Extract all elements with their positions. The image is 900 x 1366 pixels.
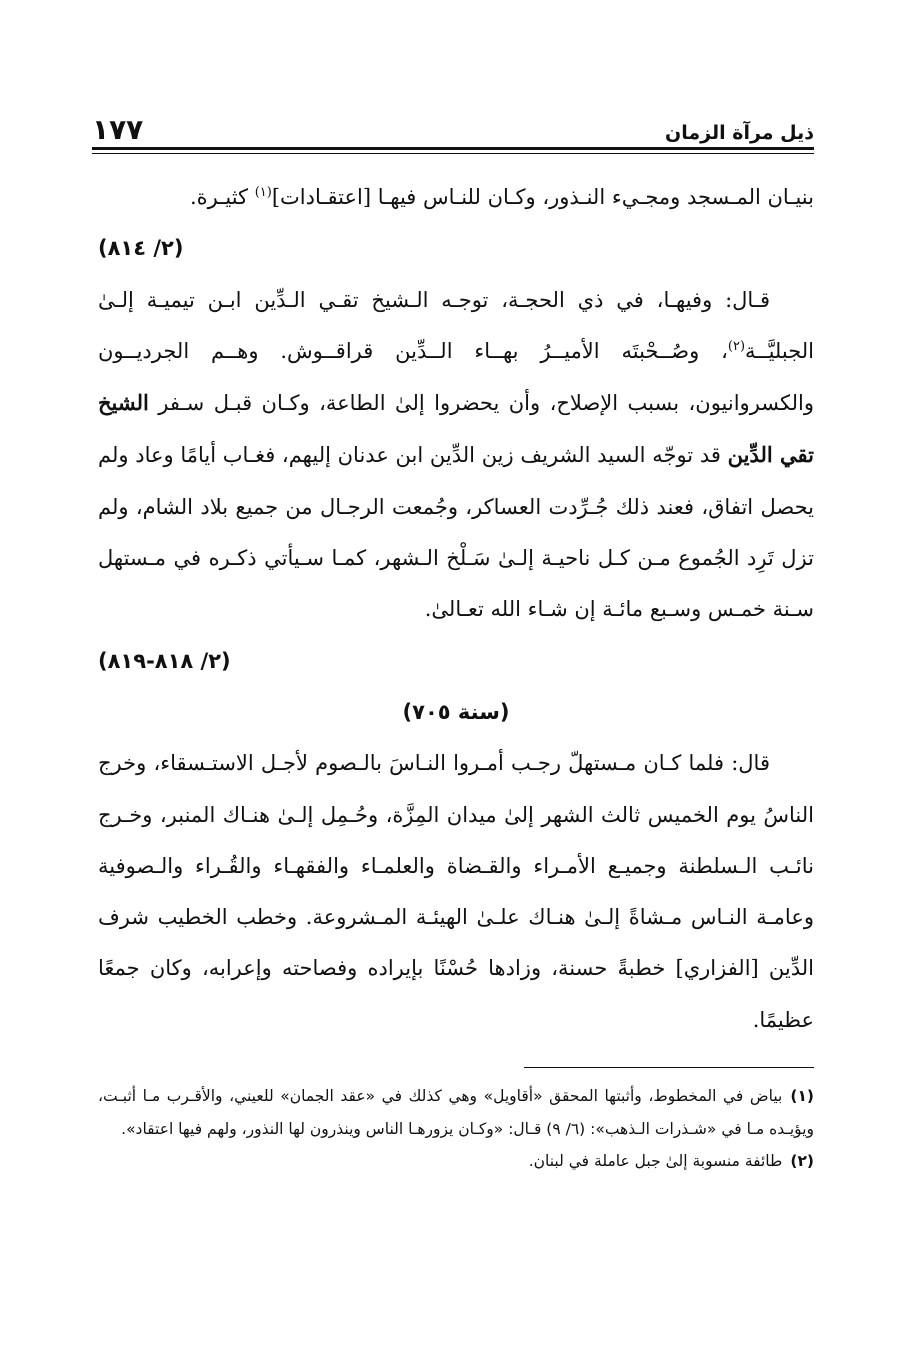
footnote-separator bbox=[524, 1067, 814, 1068]
paragraph-1-text-a: بنيـان المـسجد ومجـيء النـذور، وكـان للنـاس فيهـا [اعتقـادات] bbox=[271, 185, 814, 209]
footnote-2-number: (٢) bbox=[790, 1152, 814, 1170]
running-title: ذيل مرآة الزمان bbox=[665, 122, 814, 144]
paragraph-2-text-a: قـال: وفيهـا، في ذي الحجـة، توجـه الـشيخ تقـي الـدِّين ابـن تيميـة إلـىٰ الجبليَّــة bbox=[98, 287, 814, 363]
paragraph-2-text-c: قد توجّه السيد الشريف زين الدِّين ابن عدنان إليهم، فغـاب أيامًا وعاد ولم يحصل اتفاق، فعند ذلك جُـرِّدت العساكر، وجُمعت الرجـال من جميع بلاد الشام، ولم تزل تَرِد الجُموع مـن كـل ناحيـة إلـىٰ سَـلْخ الـشهر، كمـا سـيأتي ذكـره في مـستهل سـنة خمـس وسـبع مائـة إن شـاء الله تعـالىٰ. bbox=[98, 443, 814, 622]
footnotes bbox=[98, 1080, 814, 1178]
paragraph-2-text-b: ، وصُــحْبتَه الأميــرُ بهــاء الــدِّين قراقــوش. وهــم الجرديــون والكسروانيون، بسبب الإصلاح، وأن يحضروا إلىٰ الطاعة، وكـان قبـل سـفر bbox=[98, 338, 814, 416]
footnote-1-number: (١) bbox=[790, 1087, 814, 1105]
footnote-ref-2: (٢) bbox=[727, 338, 746, 354]
footnote-1 bbox=[98, 1080, 814, 1145]
footnote-2 bbox=[98, 1145, 814, 1178]
sheikh-name: الشيخ تقي الدِّين bbox=[98, 390, 814, 468]
paragraph-1 bbox=[98, 172, 814, 275]
header-rule-thick bbox=[92, 147, 814, 150]
header-rule-thin bbox=[92, 153, 814, 154]
page-header bbox=[92, 108, 814, 144]
page-number: ١٧٧ bbox=[92, 113, 144, 146]
footnote-1-text: بياض في المخطوط، وأثبتها المحقق «أقاويل» وهي كذلك في «عقد الجمان» للعيني، والأقـرب مـا أثبـت، ويؤيـده مـا في «شـذرات الـذهب»: (٦/ ٩) قـال: «وكـان يزورهـا الناس وينذرون لها النذور، ولهم فيها اعتقاد». bbox=[98, 1087, 814, 1138]
paragraph-1-text-b: كثيـرة. bbox=[189, 185, 255, 209]
citation-2: (٢/ ٨١٨-٨١٩) bbox=[98, 648, 231, 673]
footnote-ref-1: (١) bbox=[254, 185, 272, 200]
main-text bbox=[98, 172, 814, 1046]
citation-1: (٢/ ٨١٤) bbox=[98, 236, 184, 261]
paragraph-3 bbox=[98, 738, 814, 1046]
year-heading: (سنة ٧٠٥) bbox=[402, 699, 510, 724]
footnote-2-text: طائفة منسوبة إلىٰ جبل عاملة في لبنان. bbox=[528, 1152, 783, 1170]
paragraph-2 bbox=[98, 275, 814, 687]
paragraph-3-text: قال: فلما كـان مـستهلّ رجـب أمـروا النـاسَ بالـصوم لأجـل الاستـسقاء، وخرج الناسُ يوم الخميس ثالث الشهر إلىٰ ميدان المِزَّة، وحُـمِل إلـىٰ هنـاك المنبر، وخـرج نائـب الـسلطنة وجميـع الأمـراء والقـضاة والعلمـاء والفقهـاء والقُـراء والـصوفية وعامـة النـاس مـشاةً إلـىٰ هنـاك علـىٰ الهيئـة المـشروعة. وخطب الخطيب شرف الدِّين [الفزاري] خطبةً حسنة، وزادها حُسْنًا بإيراده وفصاحته وإعرابه، وكان جمعًا عظيمًا. bbox=[98, 751, 814, 1032]
